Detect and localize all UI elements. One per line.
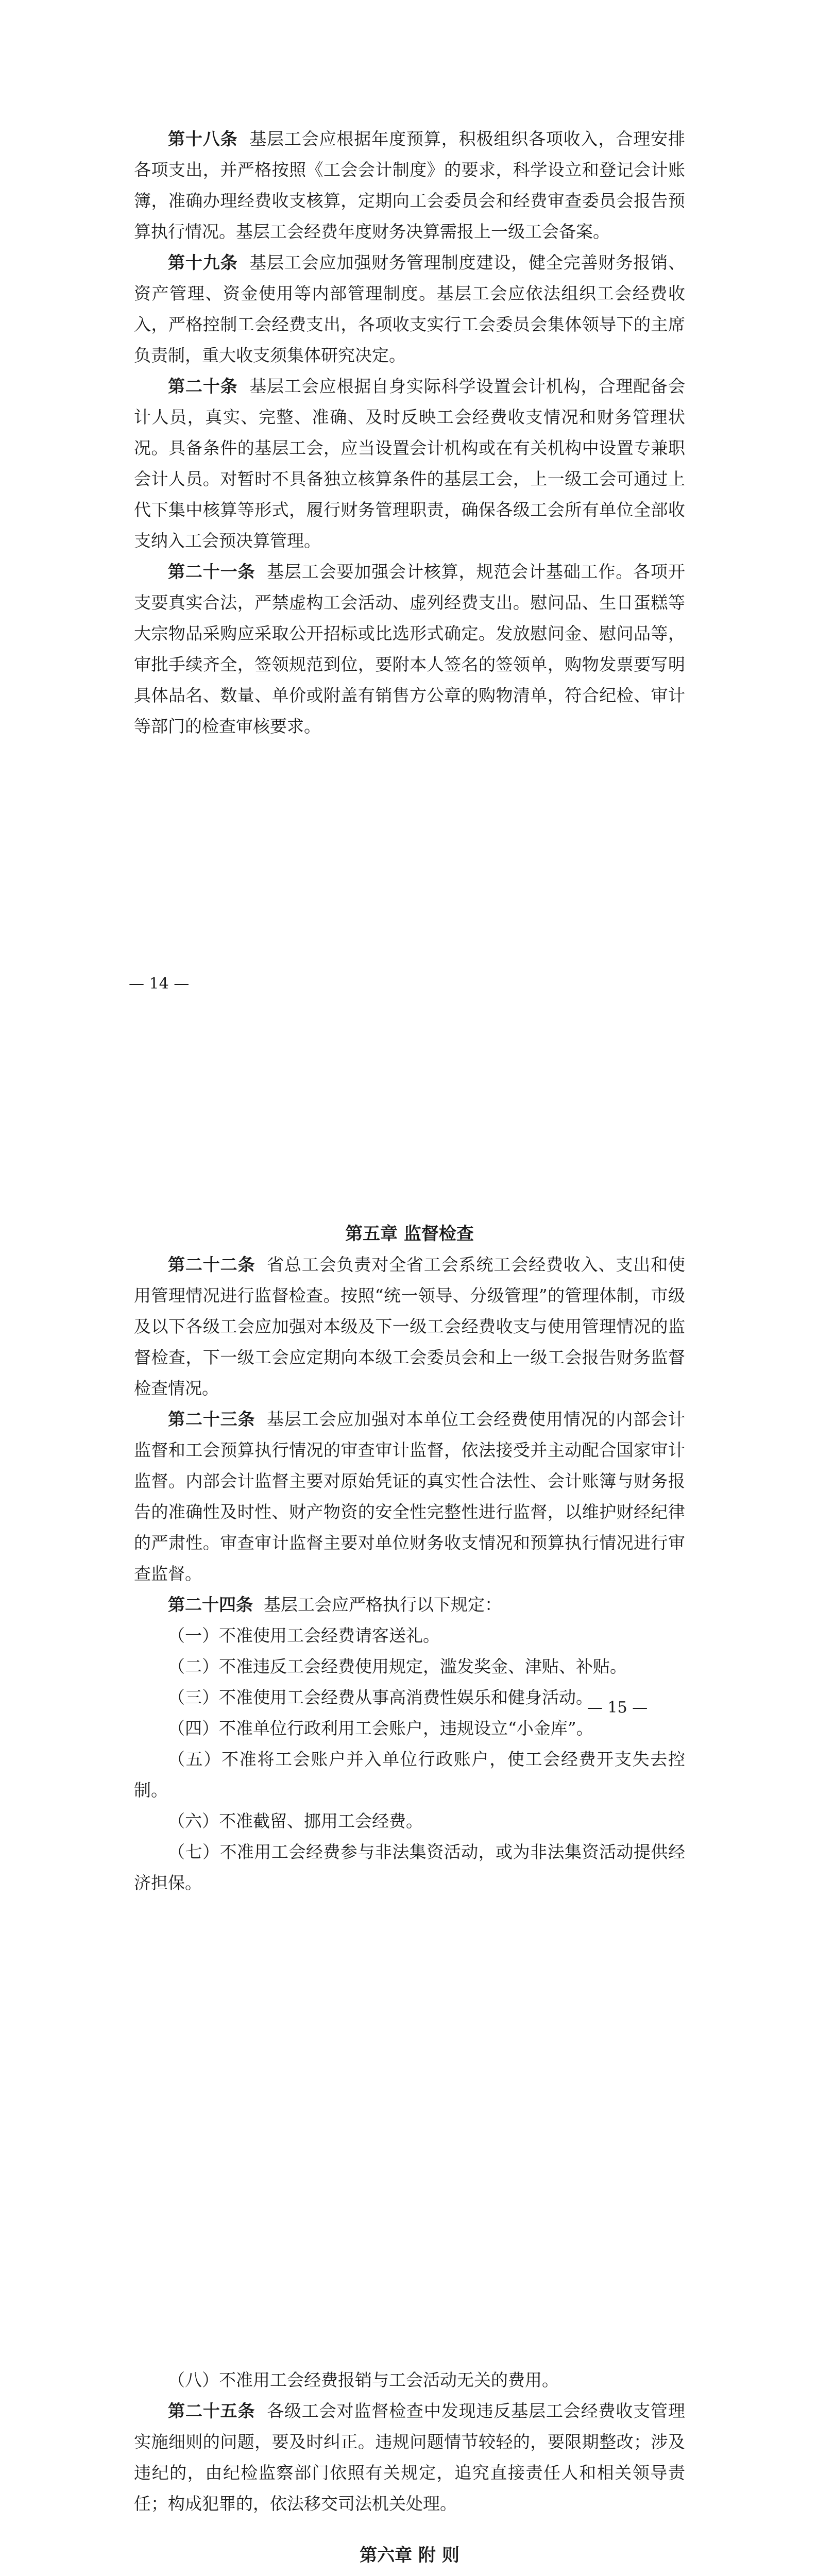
page-16 bbox=[0, 2313, 818, 2576]
article-19: 第十九条 基层工会应加强财务管理制度建设，健全完善财务报销、资产管理、资金使用等内部管理制度。基层工会应依法组织工会经费收入，严格控制工会经费支出，各项收支实行工会委员会集体领导下的主席负责制，重大收支须集体研究决定。 bbox=[134, 252, 685, 365]
page-number: — 14 — bbox=[129, 975, 190, 993]
rule-item-3: （三）不准使用工会经费从事高消费性娱乐和健身活动。 bbox=[168, 1687, 593, 1707]
article-24: 第二十四条 基层工会应严格执行以下规定： bbox=[168, 1595, 502, 1615]
rule-item-6: （六）不准截留、挪用工会经费。 bbox=[168, 1811, 423, 1831]
rule-item-7: （七）不准用工会经费参与非法集资活动，或为非法集资活动提供经济担保。 bbox=[134, 1842, 685, 1893]
page-15-body bbox=[134, 1218, 685, 1899]
chapter-6-title: 第六章 附 则 bbox=[360, 2545, 459, 2566]
page-14-body bbox=[134, 124, 685, 742]
rule-item-5: （五）不准将工会账户并入单位行政账户，使工会经费开支失去控制。 bbox=[134, 1749, 685, 1800]
rule-item-4: （四）不准单位行政利用工会账户，违规设立“小金库”。 bbox=[168, 1718, 593, 1738]
page-number: — 15 — bbox=[587, 1699, 648, 1717]
rule-item-8: （八）不准用工会经费报销与工会活动无关的费用。 bbox=[168, 2370, 559, 2390]
page-15 bbox=[0, 1157, 818, 2313]
page-14 bbox=[0, 0, 818, 1157]
page-16-body bbox=[134, 2365, 685, 2576]
article-23: 第二十三条 基层工会应加强对本单位工会经费使用情况的内部会计监督和工会预算执行情况的审查审计监督，依法接受并主动配合国家审计监督。内部会计监督主要对原始凭证的真实性合法性、会计账簿与财务报告的准确性及时性、财产物资的安全性完整性进行监督，以维护财经纪律的严肃性。审查审计监督主要对单位财务收支情况和预算执行情况进行审查监督。 bbox=[134, 1409, 686, 1584]
article-18: 第十八条 基层工会应根据年度预算，积极组织各项收入，合理安排各项支出，并严格按照《工会会计制度》的要求，科学设立和登记会计账簿，准确办理经费收支核算，定期向工会委员会和经费审查委员会报告预算执行情况。基层工会经费年度财务决算需报上一级工会备案。 bbox=[134, 129, 685, 242]
chapter-5-title: 第五章 监督检查 bbox=[345, 1224, 474, 1244]
article-26 bbox=[134, 2571, 685, 2576]
article-20: 第二十条 基层工会应根据自身实际科学设置会计机构，合理配备会计人员，真实、完整、准确、及时反映工会经费收支情况和财务管理状况。具备条件的基层工会，应当设置会计机构或在有关机构中设置专兼职会计人员。对暂时不具备独立核算条件的基层工会，上一级工会可通过上代下集中核算等形式，履行财务管理职责，确保各级工会所有单位全部收支纳入工会预决算管理。 bbox=[134, 376, 685, 551]
article-22: 第二十二条 省总工会负责对全省工会系统工会经费收入、支出和使用管理情况进行监督检查。按照“统一领导、分级管理”的管理体制，市级及以下各级工会应加强对本级及下一级工会经费收支与使用管理情况的监督检查，下一级工会应定期向本级工会委员会和上一级工会报告财务监督检查情况。 bbox=[134, 1255, 686, 1398]
rule-item-2: （二）不准违反工会经费使用规定，滥发奖金、津贴、补贴。 bbox=[168, 1656, 627, 1676]
article-21: 第二十一条 基层工会要加强会计核算，规范会计基础工作。各项开支要真实合法，严禁虚构工会活动、虚列经费支出。慰问品、生日蛋糕等大宗物品采购应采取公开招标或比选形式确定。发放慰问金、慰问品等，审批手续齐全，签领规范到位，要附本人签名的签领单，购物发票要写明具体品名、数量、单价或附盖有销售方公章的购物清单，符合纪检、审计等部门的检查审核要求。 bbox=[134, 562, 686, 736]
rule-item-1: （一）不准使用工会经费请客送礼。 bbox=[168, 1625, 440, 1646]
article-25: 第二十五条 各级工会对监督检查中发现违反基层工会经费收支管理实施细则的问题，要及时纠正。违规问题情节较轻的，要限期整改；涉及违纪的，由纪检监察部门依照有关规定，追究直接责任人和相关领导责任；构成犯罪的，依法移交司法机关处理。 bbox=[134, 2401, 686, 2514]
